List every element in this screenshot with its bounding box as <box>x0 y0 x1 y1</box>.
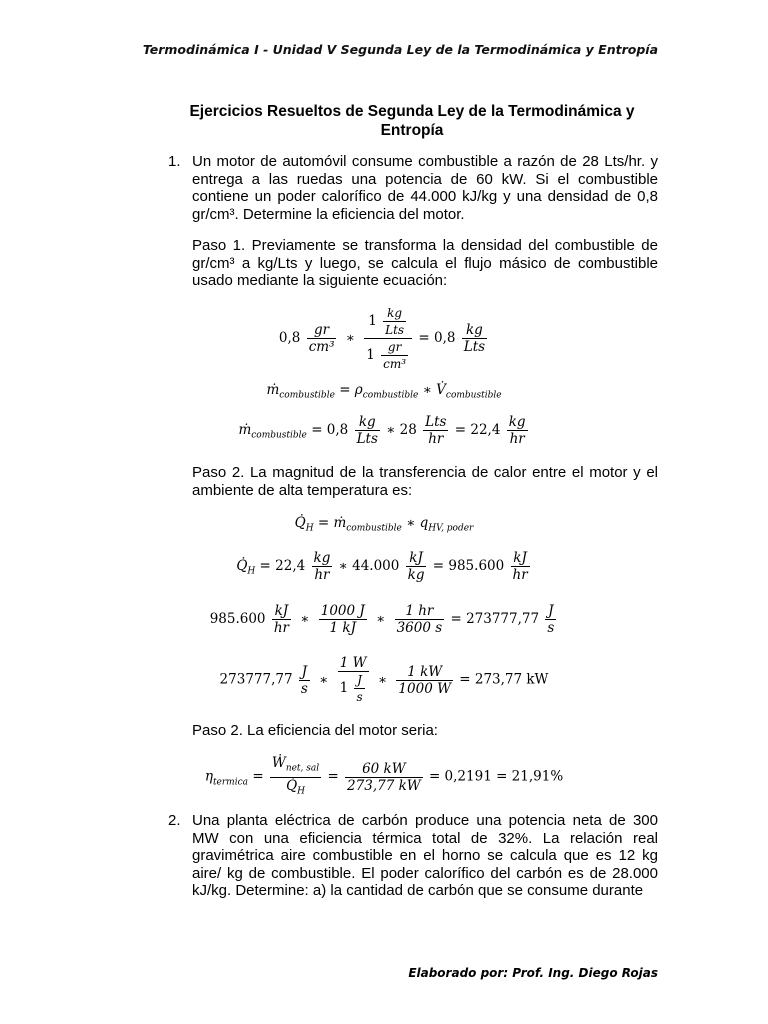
equation-conversion-joules: 985.600 $\frac{kJ}{hr}$ ∗ $\frac{1000 J}{1 kJ}$ ∗ $\frac{1 hr}{3600 s}$ = 273777,77 $\frac{J}{s}$ <box>209 603 555 636</box>
equation-mass-flow-definition: ṁ$_{combustible}$ = $\rho_{combustible}$ ∗ $V̇_{combustible}$ <box>266 382 502 401</box>
eq1-frac2: 1 $\frac{kg}{\text{Lts}}$ 1 $\frac{gr}{\text{cm³}}$ <box>364 305 412 372</box>
step-1-text: Paso 1. Previamente se transforma la densidad del combustible de gr/cm³ a kg/Lts y luego, se calcula el flujo másico de combustible usado mediante la siguiente ecuación: <box>192 237 658 289</box>
eq1-result: = 0,8 <box>418 330 456 346</box>
equation-conversion-kilowatts: 273777,77 $\frac{J}{s}$ ∗ 1 W 1 $\frac{J}{s}$ ∗ $\frac{1 kW}{1000 W}$ = 273,77 kW <box>219 655 549 704</box>
running-header: Termodinámica I - Unidad V Segunda Ley de la Termodinámica y Entropía <box>142 42 658 57</box>
problem-1-number: 1. <box>168 153 181 170</box>
equation-mass-flow-value: ṁ$_{combustible}$ = 0,8 $\frac{kg}{\text{Lts}}$ ∗ 28 $\frac{\text{Lts}}{hr}$ = 22,4 $\frac{kg}{hr}$ <box>238 414 526 447</box>
problem-1-statement: Un motor de automóvil consume combustible a razón de 28 Lts/hr. y entrega a las ruedas una potencia de 60 kW. Si el combustible contiene un poder calorífico de 44.000 kJ/kg y una densidad de 0,8 gr/cm³. Determine la eficiencia del motor. <box>192 153 658 223</box>
equation-density-conversion: 0,8 $\frac{gr}{\text{cm³}}$ ∗ 1 $\frac{kg}{\text{Lts}}$ 1 $\frac{gr}{\text{cm³}}$ = 0,8 $\frac{kg}{\text{Lts}}$ <box>278 306 486 371</box>
eq1-frac1: $\frac{gr}{\text{cm³}}$ <box>308 322 335 355</box>
eq1-result-unit: $\frac{kg}{\text{Lts}}$ <box>463 322 486 355</box>
page-footer: Elaborado por: Prof. Ing. Diego Rojas <box>408 966 658 980</box>
eq1-value: 0,8 <box>278 330 301 346</box>
step-3-text: Paso 2. La eficiencia del motor seria: <box>192 722 438 739</box>
page-title: Ejercicios Resueltos de Segunda Ley de la Termodinámica y Entropía <box>189 103 635 139</box>
problem-2-statement: Una planta eléctrica de carbón produce una potencia neta de 300 MW con una eficiencia térmica total de 32%. La relación real gravimétrica aire combustible en el horno se calcula que es 12 kg aire/ kg de combustible. El poder calorífico del carbón es de 28.000 kJ/kg. Determine: a) la cantidad de carbón que se consume durante <box>192 812 658 899</box>
equation-heat-definition: $Q̇_H$ = ṁ$_{combustible}$ ∗ $q_{HV, poder}$ <box>294 515 474 534</box>
equation-heat-value: $Q̇_H = 22,4$ $\frac{kg}{hr}$ ∗ 44.000 $\frac{kJ}{kg}$ = 985.600 $\frac{kJ}{hr}$ <box>236 550 528 583</box>
equation-thermal-efficiency: $\eta_{termica}$ = $\frac{Ẇ_{net, sal}}{Q̇_H}$ = $\frac{60 kW}{273,77 kW}$ = 0,2191 = 21,91% <box>204 755 564 797</box>
step-2-text: Paso 2. La magnitud de la transferencia de calor entre el motor y el ambiente de alta temperatura es: <box>192 464 658 499</box>
problem-2-number: 2. <box>168 812 181 829</box>
